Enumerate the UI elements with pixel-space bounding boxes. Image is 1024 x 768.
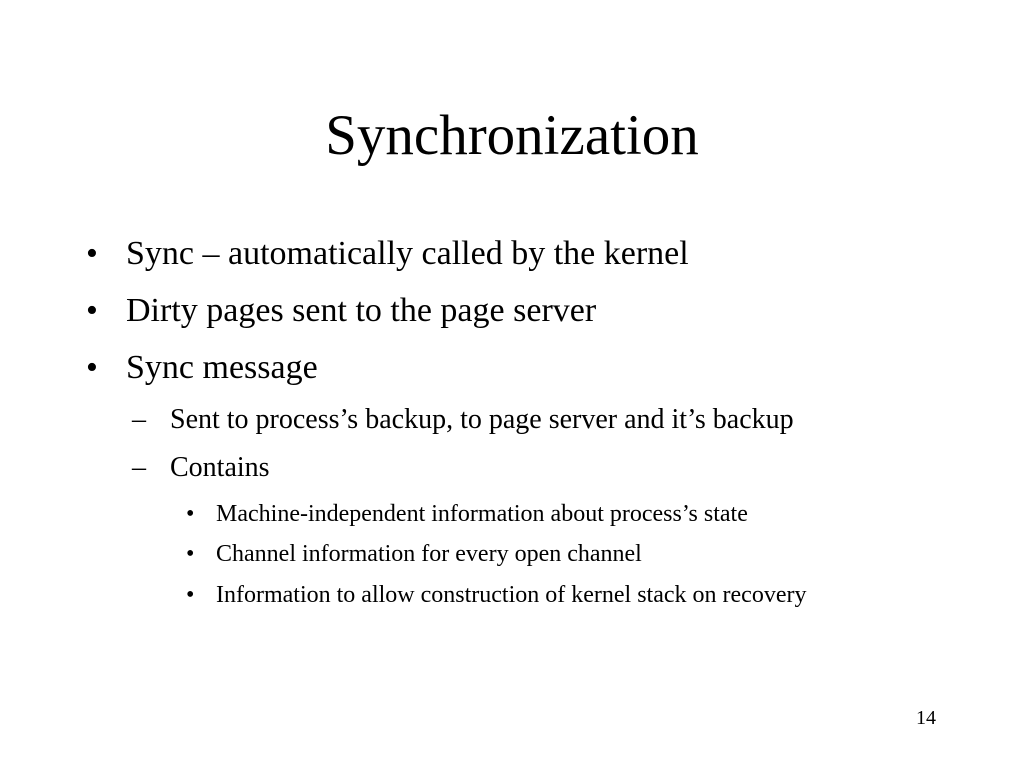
bullet-marker: • (86, 349, 98, 386)
dash-marker: – (132, 452, 146, 483)
sub-bullet-item (132, 403, 794, 437)
bullet-text: Sync – automatically called by the kernel (126, 235, 689, 272)
bullet-item (86, 234, 689, 274)
bullet-text: Sync message (126, 349, 318, 386)
bullet-marker: • (186, 582, 195, 608)
sub-bullet-text: Contains (170, 452, 270, 483)
bullet-marker: • (186, 501, 195, 527)
sub-sub-bullet-item (186, 499, 748, 529)
bullet-item (86, 291, 597, 331)
slide-title: Synchronization (325, 104, 699, 167)
sub-bullet-item (132, 451, 270, 485)
sub-sub-bullet-item (186, 539, 642, 569)
sub-sub-bullet-text: Machine-independent information about process’s state (216, 501, 748, 527)
dash-marker: – (132, 404, 146, 435)
bullet-marker: • (86, 235, 98, 272)
sub-bullet-text: Sent to process’s backup, to page server and it’s backup (170, 404, 794, 435)
bullet-marker: • (186, 541, 195, 567)
sub-sub-bullet-item (186, 580, 807, 610)
sub-sub-bullet-text: Channel information for every open channel (216, 541, 642, 567)
page-number: 14 (916, 707, 936, 729)
bullet-item (86, 348, 318, 388)
bullet-text: Dirty pages sent to the page server (126, 292, 597, 329)
sub-sub-bullet-text: Information to allow construction of kernel stack on recovery (216, 582, 807, 608)
bullet-marker: • (86, 292, 98, 329)
